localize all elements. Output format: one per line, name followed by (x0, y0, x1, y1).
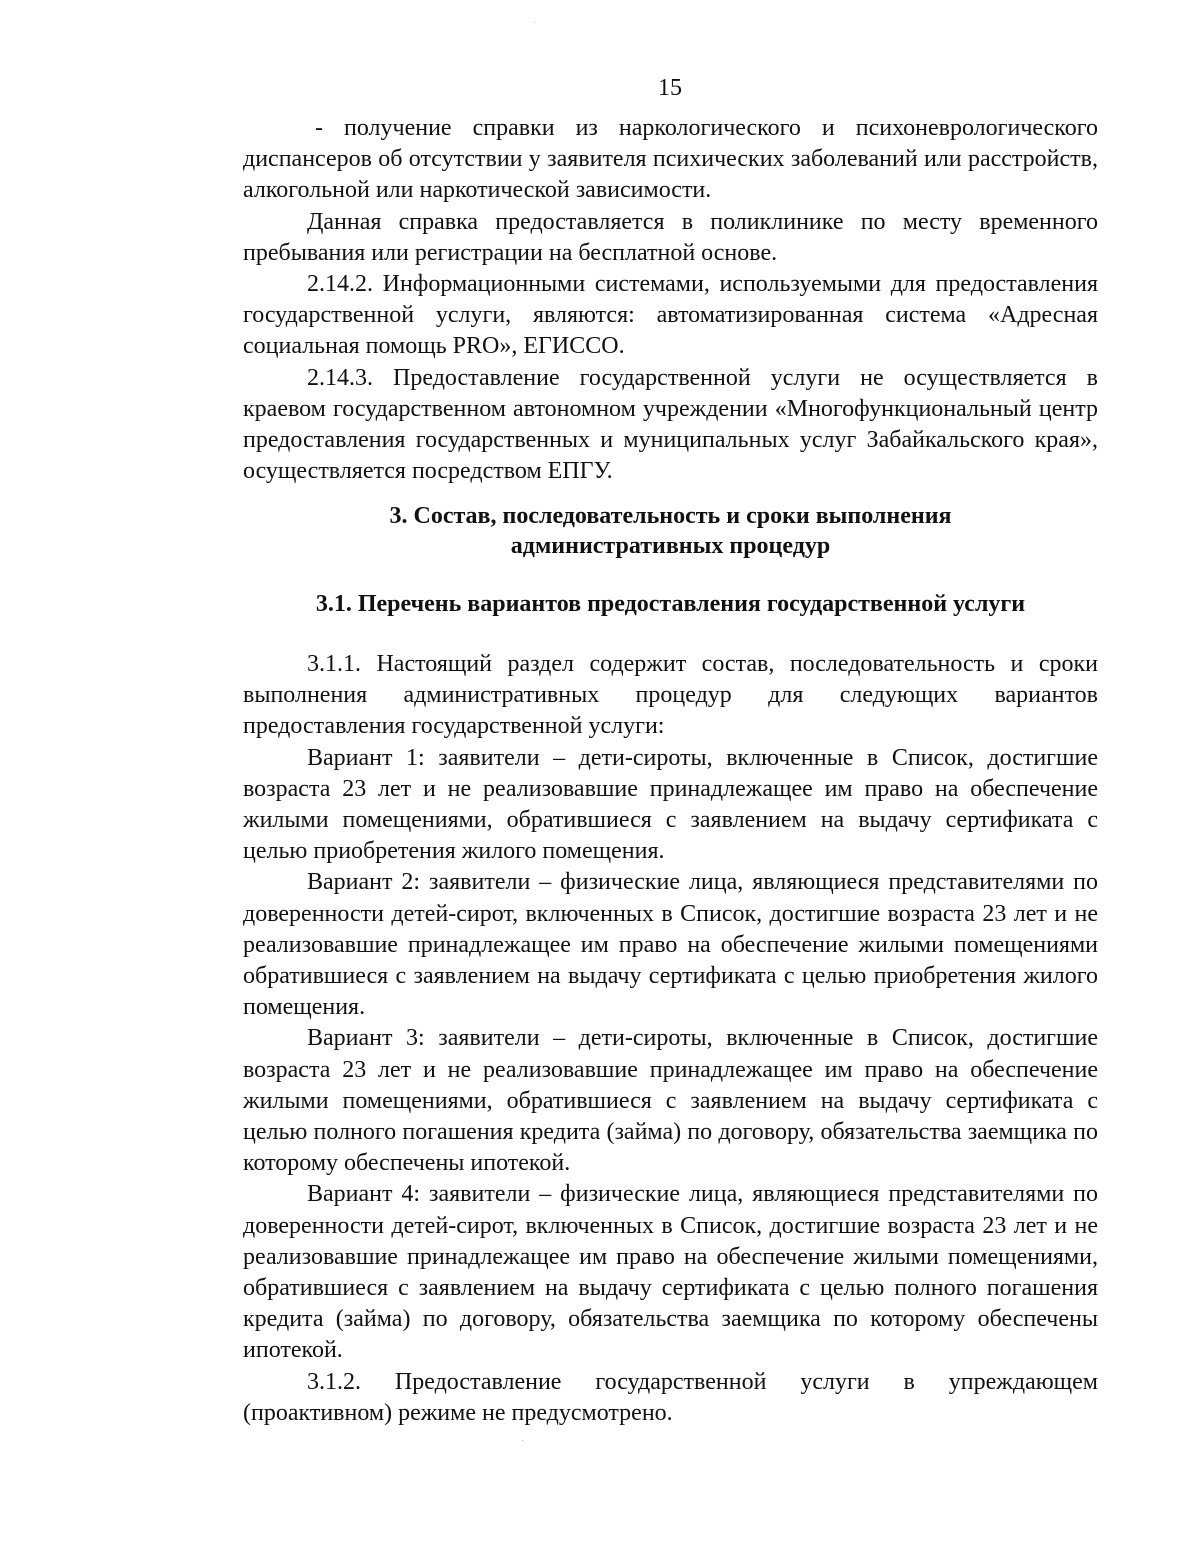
section-3-heading-line1: 3. Состав, последовательность и сроки выполнения (389, 503, 952, 529)
page-number: 15 (658, 75, 682, 101)
intro-paragraphs (243, 113, 1098, 487)
paragraph-variant-3: Вариант 3: заявители – дети-сироты, включенные в Список, достигшие возраста 23 лет и не реализовавшие принадлежащее им право на обеспечение жилыми помещениями, обратившиеся с заявлением на выдачу сертификата с целью полного погашения кредита (займа) по договору, обязательства заемщика по которому обеспечены ипотекой. (243, 1025, 1098, 1177)
paragraph-variant-4: Вариант 4: заявители – физические лица, являющиеся представителями по доверенности детей-сирот, включенных в Список, достигшие возраста 23 лет и не реализовавшие принадлежащее им право на обеспечение жилыми помещениями, обратившиеся с заявлением на выдачу сертификата с целью полного погашения кредита (займа) по договору, обязательства заемщика по которому обеспечены ипотекой. (243, 1181, 1098, 1364)
section-3-1-heading: 3.1. Перечень вариантов предоставления государственной услуги (315, 591, 1026, 617)
section-3-1-paragraphs (243, 649, 1098, 1429)
paragraph-variant-1: Вариант 1: заявители – дети-сироты, включенные в Список, достигшие возраста 23 лет и не реализовавшие принадлежащее им право на обеспечение жилыми помещениями, обратившиеся с заявлением на выдачу сертификата с целью приобретения жилого помещения. (243, 744, 1098, 865)
section-3-heading (243, 501, 1098, 561)
paragraph-narcology-certificate: - получение справки из наркологического и психоневрологического диспансеров об отсутствии у заявителя психических заболеваний или расстройств, алкогольной или наркотической зависимости. (243, 115, 1098, 204)
section-3-heading-block (243, 501, 1098, 561)
section-3-heading-line2: административных процедур (510, 533, 831, 559)
section-3-1-heading-block (243, 589, 1098, 619)
paragraph-3-1-1: 3.1.1. Настоящий раздел содержит состав, последовательность и сроки выполнения административных процедур для следующих вариантов предоставления государственной услуги: (243, 651, 1098, 740)
paragraph-variant-2: Вариант 2: заявители – физические лица, являющиеся представителями по доверенности детей-сирот, включенных в Список, достигшие возраста 23 лет и не реализовавшие принадлежащее им право на обеспечение жилыми помещениями обратившиеся с заявлением на выдачу сертификата с целью приобретения жилого помещения. (243, 869, 1098, 1021)
scan-speck (522, 1440, 523, 1441)
paragraph-2-14-2: 2.14.2. Информационными системами, используемыми для предоставления государственной услуги, являются: автоматизированная система «Адресная социальная помощь PRO», ЕГИССО. (243, 271, 1098, 360)
scan-speck (534, 22, 535, 23)
paragraph-3-1-2: 3.1.2. Предоставление государственной услуги в упреждающем (проактивном) режиме не предусмотрено. (243, 1368, 1098, 1426)
paragraph-certificate-clinic: Данная справка предоставляется в поликлинике по месту временного пребывания или регистрации на бесплатной основе. (243, 208, 1098, 266)
paragraph-2-14-3: 2.14.3. Предоставление государственной услуги не осуществляется в краевом государственном автономном учреждении «Многофункциональный центр предоставления государственных и муниципальных услуг Забайкальского края», осуществляется посредством ЕПГУ. (243, 364, 1098, 485)
